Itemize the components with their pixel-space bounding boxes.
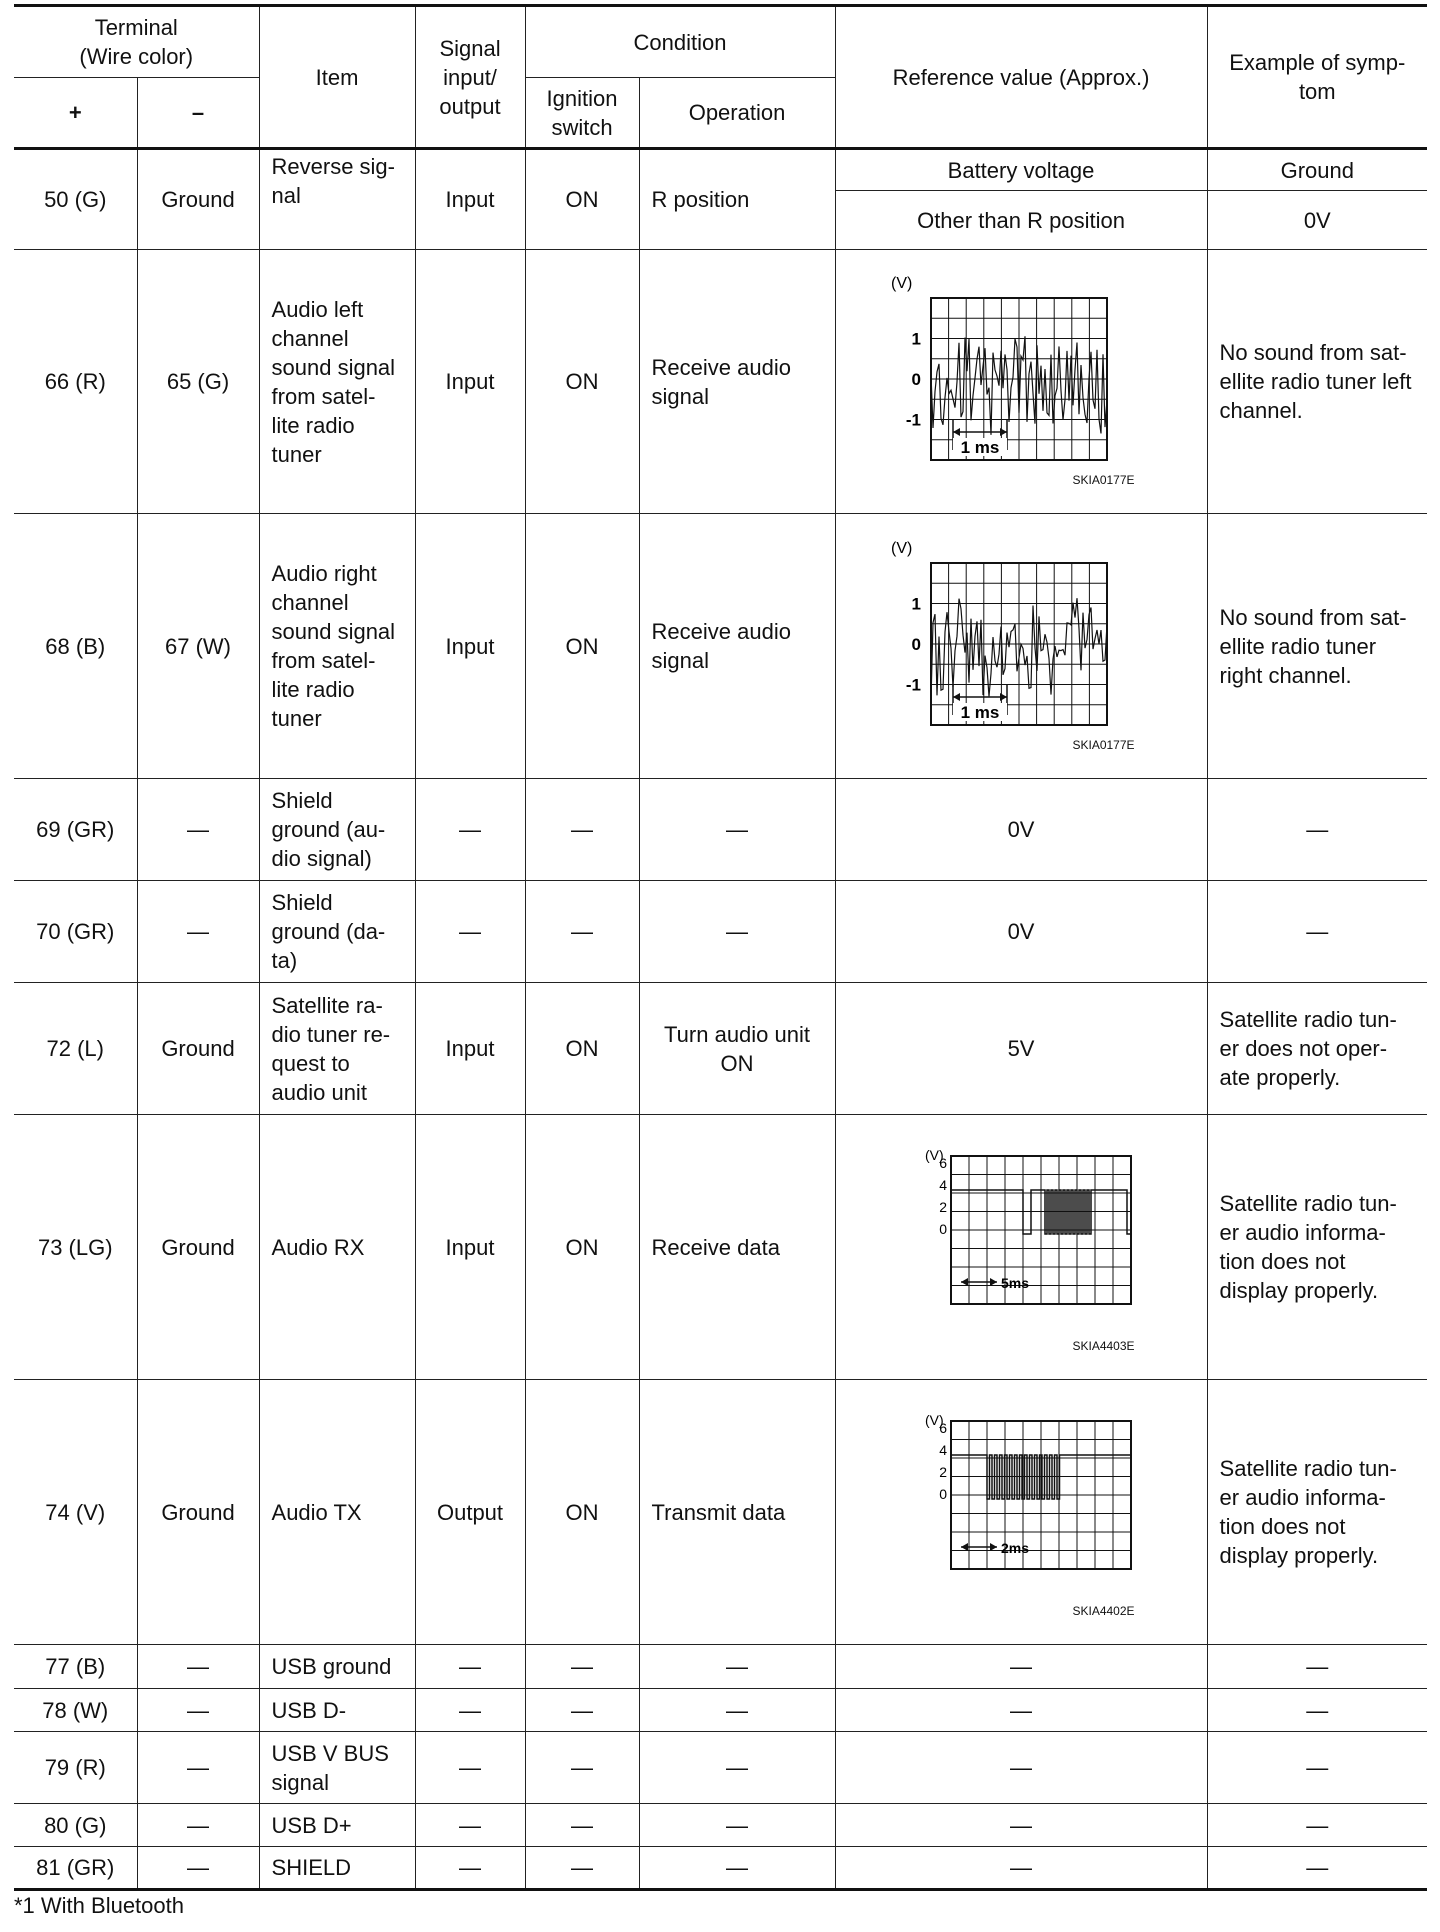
cell-symptom: No sound from sat-ellite radio tuner left channel.: [1207, 250, 1427, 514]
y-tick-label: 0: [939, 1485, 948, 1502]
cell-symptom: Satellite radio tun-er does not oper-ate properly.: [1207, 983, 1427, 1115]
figure-id: SKIA4402E: [1072, 1603, 1135, 1618]
audio-rx-waveform: [891, 1134, 1151, 1334]
cell-symptom: —: [1207, 1847, 1427, 1890]
figure-id: SKIA0177E: [1072, 473, 1135, 487]
cell-item: USB D+: [259, 1804, 415, 1847]
y-tick-label: 4: [939, 1176, 948, 1193]
cell-symptom: No sound from sat-ellite radio tuner right channel.: [1207, 514, 1427, 779]
scale-arrowhead: [953, 693, 960, 701]
cell-reference: 0V: [835, 779, 1207, 881]
cell-minus: —: [137, 1732, 259, 1804]
figure-id: SKIA0177E: [1072, 737, 1135, 752]
audio-tx-waveform: [891, 1399, 1151, 1599]
cell-reference: —: [835, 1645, 1207, 1689]
cell-item: Audio RX: [259, 1115, 415, 1380]
cell-minus: 67 (W): [137, 514, 259, 779]
cell-minus: Ground: [137, 1380, 259, 1645]
header-condition: Condition: [525, 6, 835, 78]
cell-minus: —: [137, 881, 259, 983]
cell-reference: 0V: [835, 881, 1207, 983]
cell-minus: —: [137, 1847, 259, 1890]
scale-arrowhead: [961, 1543, 968, 1551]
cell-minus: 65 (G): [137, 250, 259, 514]
header-terminal: Terminal (Wire color): [14, 6, 259, 78]
cell-plus: 70 (GR): [14, 881, 137, 983]
terminal-table-wrapper: [14, 4, 1427, 1891]
y-tick-label: 1: [911, 329, 922, 349]
cell-reference: Battery voltage: [835, 149, 1207, 191]
cell-reference: 5V: [835, 983, 1207, 1115]
header-symptom: Example of symp-tom: [1207, 6, 1427, 149]
cell-symptom: Satellite radio tun-er audio informa-tion does not display properly.: [1207, 1380, 1427, 1645]
cell-item: SHIELD: [259, 1847, 415, 1890]
cell-symptom: 0V: [1207, 191, 1427, 250]
cell-item: Reverse sig-nal: [259, 149, 415, 250]
cell-ignition: ON: [525, 250, 639, 514]
cell-ignition: —: [525, 1847, 639, 1890]
cell-operation: —: [639, 1645, 835, 1689]
cell-ignition: ON: [525, 1115, 639, 1380]
cell-signal: Input: [415, 1115, 525, 1380]
scale-arrowhead: [961, 1278, 968, 1286]
cell-item: USB D-: [259, 1689, 415, 1732]
cell-plus: 69 (GR): [14, 779, 137, 881]
cell-reference: —: [835, 1732, 1207, 1804]
scale-arrowhead: [1000, 693, 1007, 701]
cell-ignition: ON: [525, 514, 639, 779]
cell-signal: Input: [415, 250, 525, 514]
cell-operation: —: [639, 1804, 835, 1847]
cell-item: Satellite ra-dio tuner re-quest to audio unit: [259, 983, 415, 1115]
cell-minus: —: [137, 779, 259, 881]
cell-symptom: —: [1207, 1804, 1427, 1847]
cell-signal: —: [415, 881, 525, 983]
y-tick-label: 0: [911, 634, 922, 654]
cell-symptom: Satellite radio tun-er audio informa-tion does not display properly.: [1207, 1115, 1427, 1380]
audio-right-waveform: [891, 533, 1151, 733]
cell-plus: 50 (G): [14, 149, 137, 250]
cell-ignition: ON: [525, 1380, 639, 1645]
header-plus: +: [14, 78, 137, 149]
cell-ignition: —: [525, 1645, 639, 1689]
cell-reference: —: [835, 1689, 1207, 1732]
cell-ignition: —: [525, 779, 639, 881]
cell-operation: —: [639, 1689, 835, 1732]
y-tick-label: -1: [905, 675, 922, 694]
cell-minus: —: [137, 1804, 259, 1847]
cell-reference-waveform: [835, 1380, 1207, 1645]
cell-reference-waveform: [835, 250, 1207, 514]
cell-reference-waveform: [835, 1115, 1207, 1380]
y-tick-label: 6: [939, 1154, 948, 1171]
y-tick-label: 6: [939, 1419, 948, 1436]
cell-signal: —: [415, 779, 525, 881]
y-tick-label: 2: [939, 1463, 948, 1480]
cell-plus: 77 (B): [14, 1645, 137, 1689]
cell-operation: Turn audio unit ON: [639, 983, 835, 1115]
cell-plus: 66 (R): [14, 250, 137, 514]
cell-ignition: —: [525, 1689, 639, 1732]
cell-item: Shield ground (au-dio signal): [259, 779, 415, 881]
cell-ignition: —: [525, 881, 639, 983]
footnote: *1 With Bluetooth: [14, 1893, 184, 1918]
cell-minus: —: [137, 1689, 259, 1732]
header-minus: –: [137, 78, 259, 149]
cell-ignition: ON: [525, 149, 639, 250]
cell-reference: Other than R position: [835, 191, 1207, 250]
cell-item: Shield ground (da-ta): [259, 881, 415, 983]
cell-signal: —: [415, 1804, 525, 1847]
header-item: Item: [259, 6, 415, 149]
cell-plus: 79 (R): [14, 1732, 137, 1804]
y-tick-label: 1: [911, 594, 922, 613]
cell-ignition: —: [525, 1732, 639, 1804]
scale-arrowhead: [990, 1278, 997, 1286]
header-reference: Reference value (Approx.): [835, 6, 1207, 149]
cell-symptom: —: [1207, 1645, 1427, 1689]
cell-operation: Receive audio signal: [639, 514, 835, 779]
cell-signal: —: [415, 1645, 525, 1689]
cell-item: Audio TX: [259, 1380, 415, 1645]
cell-item: USB V BUS signal: [259, 1732, 415, 1804]
scale-label: 1 ms: [960, 438, 1000, 457]
cell-ignition: ON: [525, 983, 639, 1115]
cell-signal: Output: [415, 1380, 525, 1645]
cell-symptom: —: [1207, 881, 1427, 983]
cell-operation: —: [639, 779, 835, 881]
cell-symptom: Ground: [1207, 149, 1427, 191]
cell-plus: 72 (L): [14, 983, 137, 1115]
scale-arrowhead: [953, 428, 960, 436]
cell-operation: Receive data: [639, 1115, 835, 1380]
scale-label: 1 ms: [960, 702, 1000, 722]
cell-plus: 80 (G): [14, 1804, 137, 1847]
cell-plus: 74 (V): [14, 1380, 137, 1645]
cell-minus: Ground: [137, 983, 259, 1115]
y-tick-label: 4: [939, 1441, 948, 1458]
header-ignition: Ignition switch: [525, 78, 639, 149]
scale-arrowhead: [990, 1543, 997, 1551]
y-unit-label: (V): [891, 539, 913, 557]
y-tick-label: -1: [905, 410, 922, 430]
cell-operation: Transmit data: [639, 1380, 835, 1645]
cell-reference: —: [835, 1847, 1207, 1890]
y-unit-label: (V): [925, 1146, 944, 1163]
cell-symptom: —: [1207, 1689, 1427, 1732]
cell-reference-waveform: [835, 514, 1207, 779]
figure-id: SKIA4403E: [1072, 1338, 1135, 1353]
cell-item: Audio left channel sound signal from satel-lite radio tuner: [259, 250, 415, 514]
y-unit-label: (V): [891, 275, 913, 292]
cell-plus: 81 (GR): [14, 1847, 137, 1890]
y-unit-label: (V): [925, 1411, 944, 1428]
y-tick-label: 0: [911, 370, 922, 389]
cell-symptom: —: [1207, 779, 1427, 881]
cell-minus: Ground: [137, 1115, 259, 1380]
audio-left-waveform: [891, 268, 1151, 468]
cell-reference: —: [835, 1804, 1207, 1847]
cell-operation: Receive audio signal: [639, 250, 835, 514]
scale-arrowhead: [1000, 428, 1007, 436]
cell-operation: R position: [639, 149, 835, 250]
cell-item: Audio right channel sound signal from satel-lite radio tuner: [259, 514, 415, 779]
cell-operation: —: [639, 881, 835, 983]
cell-signal: —: [415, 1689, 525, 1732]
cell-signal: —: [415, 1732, 525, 1804]
cell-item: USB ground: [259, 1645, 415, 1689]
y-tick-label: 2: [939, 1198, 948, 1215]
y-tick-label: 0: [939, 1220, 948, 1237]
cell-symptom: —: [1207, 1732, 1427, 1804]
cell-signal: Input: [415, 149, 525, 250]
cell-ignition: —: [525, 1804, 639, 1847]
cell-signal: Input: [415, 514, 525, 779]
header-signal: Signal input/ output: [415, 6, 525, 149]
cell-operation: —: [639, 1847, 835, 1890]
cell-signal: Input: [415, 983, 525, 1115]
scale-label: 2ms: [1001, 1539, 1030, 1556]
cell-plus: 68 (B): [14, 514, 137, 779]
cell-minus: Ground: [137, 149, 259, 250]
cell-operation: —: [639, 1732, 835, 1804]
cell-minus: —: [137, 1645, 259, 1689]
terminal-table: [14, 4, 1427, 1891]
header-operation: Operation: [639, 78, 835, 149]
scale-label: 5ms: [1001, 1274, 1030, 1291]
cell-plus: 73 (LG): [14, 1115, 137, 1380]
cell-signal: —: [415, 1847, 525, 1890]
cell-plus: 78 (W): [14, 1689, 137, 1732]
